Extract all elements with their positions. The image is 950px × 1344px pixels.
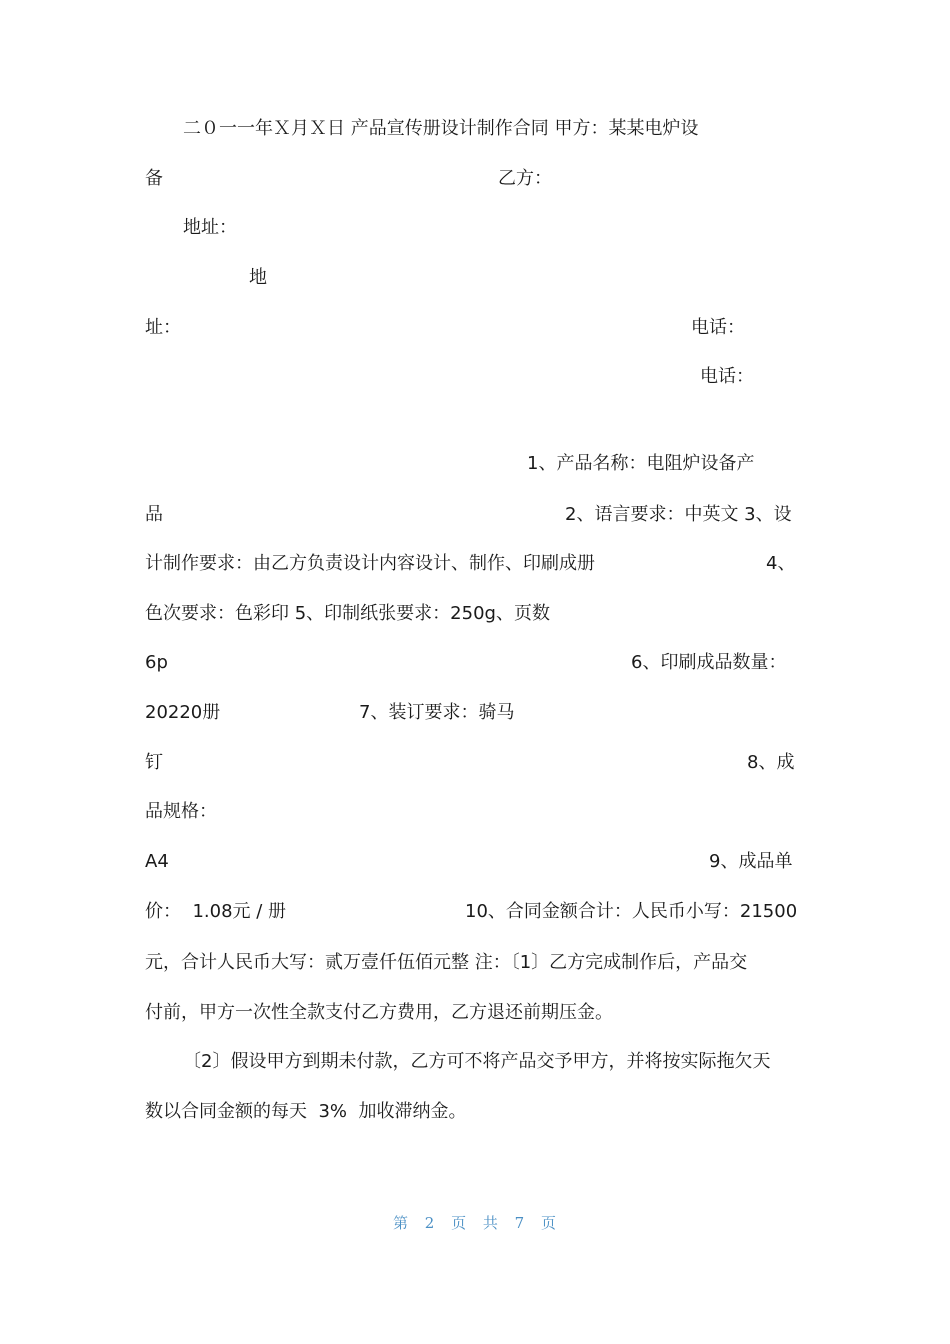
unit-price: 价： 1.08元 / 册 [145,901,287,922]
note-1-line: 付前，甲方一次性全款支付乙方费用，乙方退还前期压金。 [145,1002,613,1023]
item-1: 1、产品名称：电阻炉设备产 [527,453,755,474]
item-3-text: 计制作要求：由乙方负责设计内容设计、制作、印刷成册 [145,553,595,574]
text-line: 品 [145,504,163,525]
item-2: 2、语言要求：中英文 3、设 [565,504,792,525]
total-amount-line: 元，合计人民币大写：贰万壹仟伍佰元整 注：〔1〕乙方完成制作后，产品交 [145,952,748,973]
text-line: 品规格： [145,801,217,822]
item-4-number: 4、 [766,553,796,574]
item-4-5: 色次要求：色彩印 5、印制纸张要求：250g、页数 [145,603,550,624]
text-line: 钉 [145,752,163,773]
text-line: 址： [145,317,181,338]
item-7: 7、装订要求：骑马 [359,702,515,723]
text-line: 20220册 [145,702,221,723]
text-line: 6p [145,652,168,673]
contract-title-line: 二０一一年Ｘ月Ｘ日 产品宣传册设计制作合同 甲方：某某电炉设 [183,118,699,139]
phone-label: 电话： [691,317,745,338]
item-6: 6、印刷成品数量： [631,652,787,673]
text-line: 备 [145,168,163,189]
item-10: 10、合同金额合计：人民币小写：21500 [465,901,798,922]
phone-label: 电话： [700,366,754,387]
item-9: 9、成品单 [709,851,793,872]
note-2-line: 〔2〕假设甲方到期未付款，乙方可不将产品交予甲方，并将按实际拖欠天 [183,1051,771,1072]
item-8: 8、成 [747,752,795,773]
text-line: A4 [145,851,169,872]
page-number-footer: 第 2 页 共 7 页 [393,1214,557,1232]
text-line: 地 [249,267,267,288]
address-label: 地址： [183,217,237,238]
party-b-label: 乙方： [498,168,552,189]
note-2-line: 数以合同金额的每天 3% 加收滞纳金。 [145,1101,467,1122]
